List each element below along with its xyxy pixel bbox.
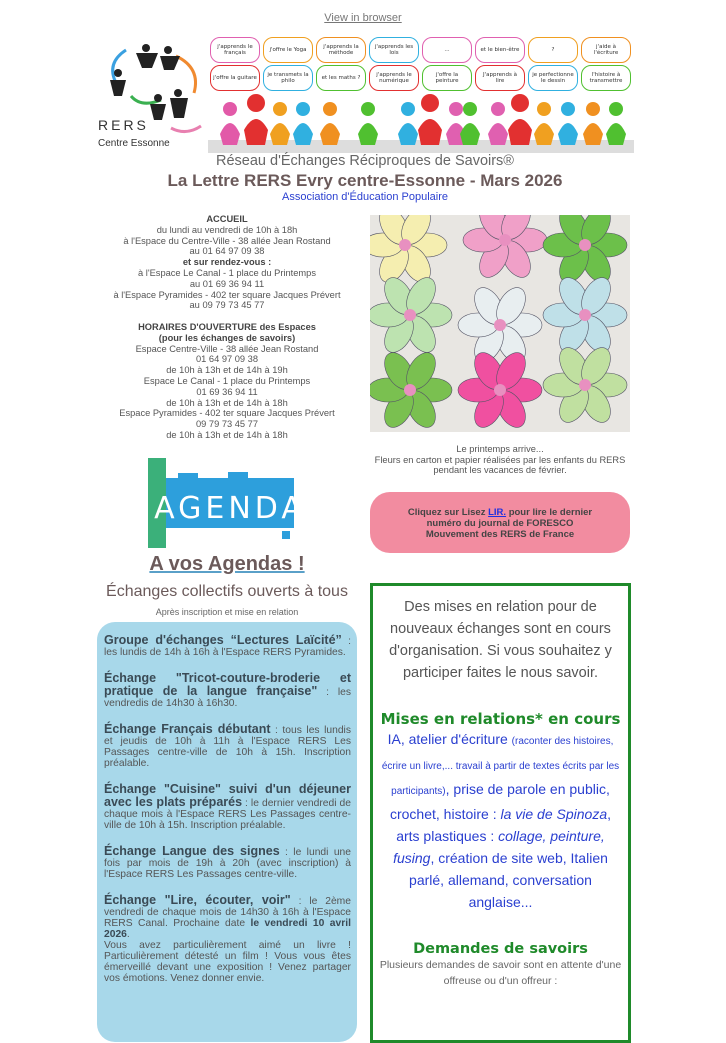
mises-text: , arts plastiques : [396, 806, 612, 844]
view-in-browser-link[interactable]: View in browser [324, 12, 402, 24]
agenda-item-date: le vendredi 10 avril 2026 [104, 918, 351, 940]
horaires-subheading: (pour les échanges de savoirs) [158, 332, 296, 343]
agenda-list [97, 622, 357, 1042]
rdv-heading: et sur rendez-vous : [182, 257, 272, 268]
speech-bubble: j'offre la guitare [210, 65, 260, 91]
paper-flowers-photo [370, 215, 630, 432]
accueil-heading: ACCUEIL [206, 214, 248, 224]
paper-flower [463, 215, 547, 282]
horaires-line: 01 69 36 94 11 [196, 386, 258, 397]
speech-bubble: j'aide à l'écriture [581, 37, 631, 63]
person-figure [488, 102, 508, 145]
paper-flower [370, 215, 447, 287]
speech-bubble: j'apprends le numérique [369, 65, 419, 91]
mises-text: , création de site web, Italien parlé, allemand, conversation anglaise... [409, 850, 608, 910]
horaires-line: 09 79 73 45 77 [195, 419, 259, 430]
agenda-item [104, 634, 351, 658]
accueil-line: à l'Espace du Centre-Ville - 38 allée Jean Rostand [123, 235, 331, 246]
person-figure [320, 102, 340, 145]
rers-logo [96, 38, 206, 150]
speech-bubbles [208, 35, 634, 95]
agenda-item-text: : le 2ème vendredi de chaque mois de 14h30 à 16h à l'Espace RERS Canal. Prochaine date [104, 896, 351, 929]
paper-flower [370, 273, 452, 358]
person-figure [398, 102, 418, 145]
newsletter-title: La Lettre RERS Evry centre-Essonne - Mars 2026 [167, 171, 563, 190]
svg-text:RERS: RERS [98, 117, 149, 133]
person-figure [534, 102, 554, 145]
agenda-item-text: : tous les lundis et jeudis de 10h à 11h à l'Espace RERS Les Passages centre-ville de 10h à 15h. Inscription préalable. [104, 725, 351, 769]
agenda-item-title: Échange Français débutant [104, 722, 271, 736]
foresco-text: Cliquez sur Lisez [407, 507, 489, 518]
horaires-line: Espace Pyramides - 402 ter square Jacques Prévert [119, 408, 335, 419]
speech-bubble: j'apprends la méthode [316, 37, 366, 63]
agenda-item-text: : le dernier vendredi de chaque mois à l'Espace RERS Les Passages centre-ville de 10h à 15h. Inscription préalable. [104, 798, 351, 831]
speech-bubble: J'apprends à lire [475, 65, 525, 91]
person-figure [508, 94, 532, 145]
agenda-item-title: Échange "Tricot-couture-broderie et pratique de la langue française" [104, 671, 351, 698]
speech-bubble: et le bien-être [475, 37, 525, 63]
demandes-heading: Demandes de savoirs [413, 941, 588, 957]
person-figure [460, 102, 480, 145]
mises-text-italic: collage, peinture, fusing [393, 828, 605, 866]
speech-bubble: ... [422, 37, 472, 63]
foresco-text: Mouvement des RERS de France [425, 529, 575, 540]
speech-bubble: j'apprends les lois [369, 37, 419, 63]
person-figure [220, 102, 240, 145]
speech-bubble: je transmets la philo [263, 65, 313, 91]
person-figure [358, 102, 378, 145]
caption-text: Fleurs en carton et papier réalisées par les enfants du RERS pendant les vacances de février. [374, 454, 626, 475]
horaires-heading: HORAIRES D'OUVERTURE des Espaces [138, 321, 316, 332]
agenda-item-title: Groupe d'échanges “Lectures Laïcité” [104, 633, 342, 647]
paper-flower [543, 215, 627, 287]
paper-flower [370, 348, 452, 432]
foresco-text: numéro du journal de FORESCO [426, 518, 574, 529]
newsletter-subtitle: Association d'Éducation Populaire [282, 191, 448, 203]
caption-title: Le printemps arrive... [456, 444, 544, 454]
person-figure [558, 102, 578, 145]
horaires-line: 01 64 97 09 38 [195, 354, 259, 365]
mises-text-small: (raconter des histoires, écrire un livre,... travail à partir de textes écrits par les participants) [381, 736, 620, 797]
rdv-line: à l'Espace Pyramides - 402 ter square Jacques Prévert [113, 289, 341, 300]
horaires-line: Espace Le Canal - 1 place du Printemps [143, 375, 311, 386]
agenda-note: Après inscription et mise en relation [155, 607, 299, 617]
agenda-item-title: Échange "Cuisine" suivi d'un déjeuner avec les plats préparés [104, 782, 351, 809]
agenda-image [148, 458, 298, 548]
photo-caption [370, 444, 630, 476]
speech-bubble: je perfectionne le dessin [528, 65, 578, 91]
mises-list [379, 728, 622, 913]
agenda-title: A vos Agendas ! [149, 553, 305, 575]
mises-text-italic: la vie de Spinoza [500, 806, 608, 822]
rdv-line: au 09 79 73 45 77 [189, 300, 265, 311]
demandes-text: Plusieurs demandes de savoir sont en attente d'une offreuse ou d'un offreur : [379, 959, 622, 987]
person-figure [293, 102, 313, 145]
person-figure [418, 94, 442, 145]
mises-en-relation-box [370, 583, 631, 1043]
lir-link[interactable]: LIR. [488, 507, 507, 518]
svg-text:Centre Essonne: Centre Essonne [98, 138, 170, 149]
agenda-subtitle: Échanges collectifs ouverts à tous [106, 583, 348, 600]
horaires-line: de 10h à 13h et de 14h à 18h [166, 397, 288, 408]
speech-bubble: j'apprends le français [210, 37, 260, 63]
accueil-line: au 01 64 97 09 38 [189, 246, 265, 257]
speech-bubble: j'offre la peinture [422, 65, 472, 91]
mises-heading: Mises en relations* en cours [380, 710, 621, 728]
network-name: Réseau d'Échanges Réciproques de Savoirs® [216, 153, 514, 169]
paper-flower [543, 343, 627, 428]
agenda-item [104, 672, 351, 709]
mises-text: IA, atelier d'écriture [387, 731, 512, 747]
agenda-item [104, 723, 351, 769]
svg-text:AGENDA: AGENDA [154, 491, 298, 526]
agenda-item [104, 845, 351, 880]
agenda-item-title: Échange "Lire, écouter, voir" [104, 893, 291, 907]
agenda-item-title: Échange Langue des signes [104, 844, 280, 858]
mises-intro: Des mises en relation pour de nouveaux échanges sont en cours d'organisation. Si vous souhaitez y participer faites le nous savoir. [389, 599, 612, 681]
agenda-item-text: : les vendredis de 14h30 à 16h30. [104, 687, 352, 709]
horaires-line: de 10h à 13h et de 14h à 18h [166, 429, 288, 440]
person-figure [270, 102, 290, 145]
agenda-item-text: : les lundis de 14h à 16h à l'Espace RERS Pyramides. [104, 636, 351, 658]
foresco-text: pour lire le dernier [506, 507, 593, 518]
horaires-line: de 10h à 13h et de 14h à 19h [166, 365, 288, 376]
accueil-line: du lundi au vendredi de 10h à 18h [156, 224, 298, 235]
agenda-item-extra: Vous avez particulièrement aimé un livre ! Particulièrement détesté un film ! Vous vous êtes émerveillé devant une exposition ! Venez partager vos émotions. Venez donner envie. [104, 940, 351, 984]
rdv-line: à l'Espace Le Canal - 1 place du Printemps [138, 267, 316, 278]
paper-flower [543, 273, 627, 358]
speech-bubble: ? [528, 37, 578, 63]
mises-text: , prise de parole en public, crochet, histoire : [389, 781, 610, 822]
speech-bubble: l'histoire à transmettre [581, 65, 631, 91]
person-figure [606, 102, 626, 145]
speech-bubble: j'offre le Yoga [263, 37, 313, 63]
person-figure [583, 102, 603, 145]
agenda-item [104, 783, 351, 831]
agenda-item [104, 894, 351, 984]
person-figure [244, 94, 268, 145]
foresco-box [370, 492, 630, 553]
accueil-info [96, 214, 358, 441]
agenda-item-text: : le lundi une fois par mois de 19h à 20h (avec inscription) à l'Espace RERS Les Passages centre-ville. [104, 847, 351, 880]
paper-flower [458, 283, 542, 368]
rdv-line: au 01 69 36 94 11 [189, 278, 265, 289]
speech-bubble: et les maths ? [316, 65, 366, 91]
agenda-item-text: . [126, 929, 130, 940]
paper-flower [458, 348, 542, 432]
horaires-line: Espace Centre-Ville - 38 allée Jean Rostand [135, 343, 319, 354]
